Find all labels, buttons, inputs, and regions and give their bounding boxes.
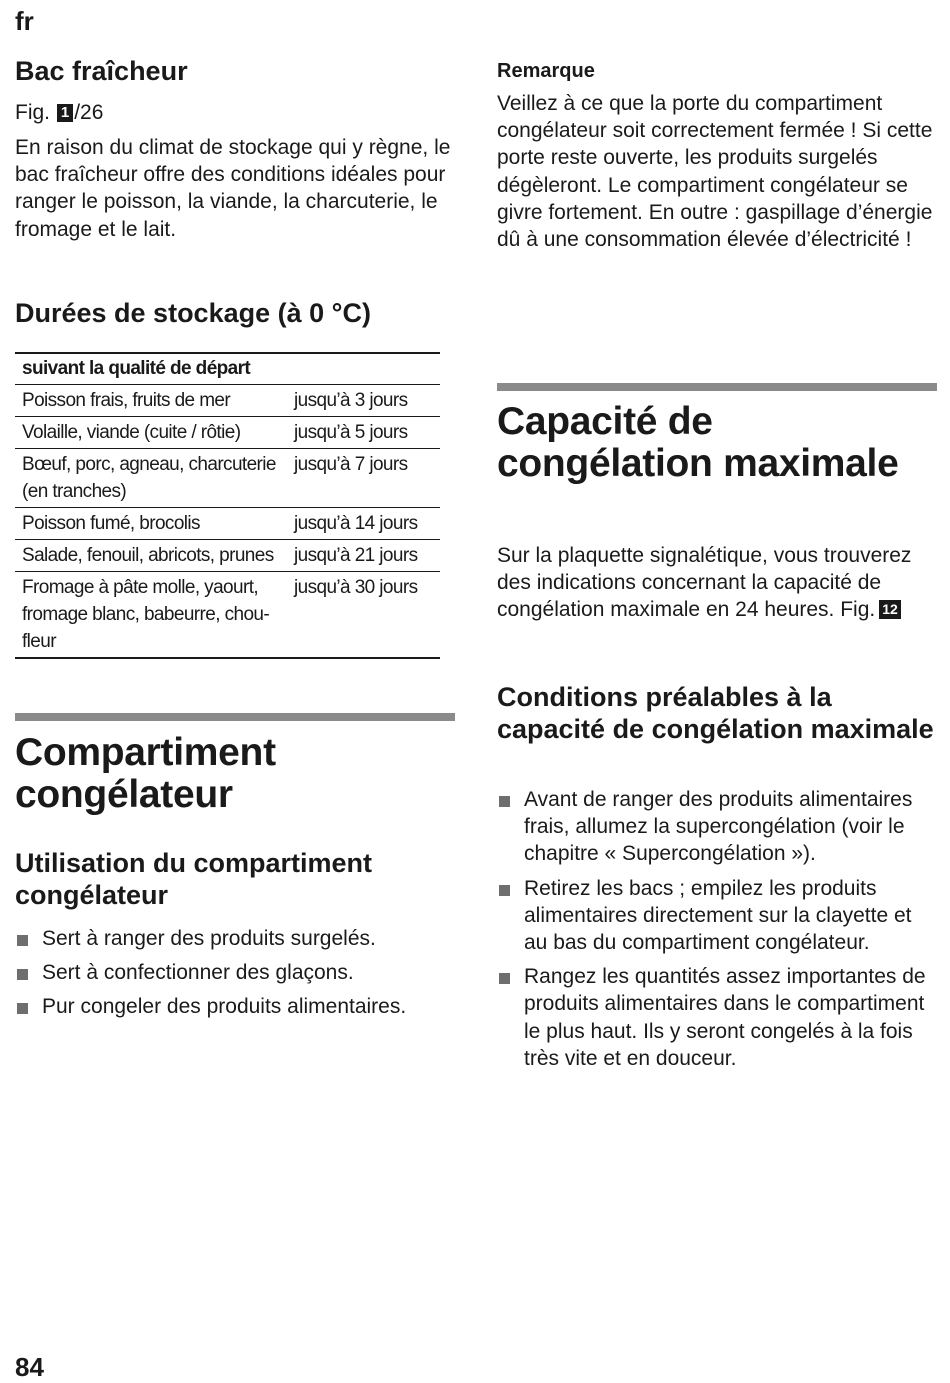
square-bullet-icon <box>499 885 510 896</box>
subsection-title-utilisation: Utilisation du compartiment congélateur <box>15 848 373 910</box>
list-item-text: Rangez les quantités assez importantes de produits alimentaires dans le compartiment le plus haut. Ils y seront congelés à la fois très vite et en douceur. <box>524 965 926 1070</box>
list-item-text: Avant de ranger des produits alimentaires frais, allumez la supercongélation (voir le chapitre « Supercongélation »). <box>524 788 913 866</box>
storage-table <box>15 352 440 659</box>
language-label: fr <box>15 6 34 36</box>
list-item <box>497 963 937 1072</box>
table-row <box>15 449 440 508</box>
bac-paragraph: En raison du climat de stockage qui y règne, le bac fraîcheur offre des conditions idéales pour ranger le poisson, la viande, la charcuterie, le fromage et le lait. <box>15 136 451 241</box>
table-header-row <box>15 353 440 385</box>
square-bullet-icon <box>499 796 510 807</box>
section-divider <box>497 383 937 391</box>
note-title: Remarque <box>497 60 595 82</box>
food-cell: Salade, fenouil, abricots, prunes <box>15 540 287 572</box>
duration-cell: jusqu’à 21 jours <box>287 540 440 572</box>
food-cell: Poisson frais, fruits de mer <box>15 385 287 417</box>
food-cell: Volaille, viande (cuite / rôtie) <box>15 417 287 449</box>
square-bullet-icon <box>17 969 28 980</box>
duration-cell: jusqu’à 5 jours <box>287 417 440 449</box>
duration-cell: jusqu’à 14 jours <box>287 508 440 540</box>
list-item-text: Retirez les bacs ; empilez les produits alimentaires directement sur la clayette et au bas du compartiment congélateur. <box>524 876 912 955</box>
food-cell: Poisson fumé, brocolis <box>15 508 287 540</box>
food-cell: Fromage à pâte molle, yaourt, fromage blanc, babeurre, chou-fleur <box>15 572 287 659</box>
section-title-bac-fraicheur: Bac fraîcheur <box>15 56 188 86</box>
chapter-title-capacite: Capacité de congélation maximale <box>497 400 899 485</box>
fig-suffix: /26 <box>74 101 104 124</box>
chapter-title-compartiment: Compartiment congélateur <box>15 731 276 816</box>
table-header: suivant la qualité de départ <box>15 353 440 385</box>
list-item <box>497 875 937 957</box>
duration-cell: jusqu’à 7 jours <box>287 449 440 508</box>
subsection-title-conditions: Conditions préalables à la capacité de congélation maximale <box>497 682 934 744</box>
table-row <box>15 417 440 449</box>
figure-reference <box>15 99 103 126</box>
note-paragraph: Veillez à ce que la porte du compartiment congélateur soit correctement fermée ! Si cette porte reste ouverte, les produits surgelés dégèleront. Le compartiment congélateur se givre fortement. En outre : gaspillage d’énergie dû à une consommation élevée d’électricité ! <box>497 92 933 252</box>
square-bullet-icon <box>499 973 510 984</box>
page-number: 84 <box>15 1352 44 1382</box>
table-row <box>15 385 440 417</box>
table-row <box>15 572 440 659</box>
duration-cell: jusqu’à 3 jours <box>287 385 440 417</box>
list-item-text: Sert à confectionner des glaçons. <box>42 961 354 985</box>
food-cell: Bœuf, porc, agneau, charcuterie (en tranches) <box>15 449 287 508</box>
table-row <box>15 540 440 572</box>
list-item <box>15 993 455 1020</box>
capacite-paragraph <box>497 542 937 624</box>
conditions-list <box>497 786 937 1079</box>
figure-number-badge: 1 <box>57 104 73 122</box>
square-bullet-icon <box>17 1003 28 1014</box>
list-item-text: Pur congeler des produits alimentaires. <box>42 995 407 1019</box>
figure-number-badge: 12 <box>879 600 901 619</box>
section-divider <box>15 713 455 721</box>
list-item <box>497 786 937 868</box>
list-item-text: Sert à ranger des produits surgelés. <box>42 927 376 950</box>
section-title-durees: Durées de stockage (à 0 °C) <box>15 298 371 328</box>
square-bullet-icon <box>17 935 28 946</box>
utilisation-list <box>15 925 455 1028</box>
list-item <box>15 925 455 952</box>
capacite-text: Sur la plaquette signalétique, vous trouverez des indications concernant la capacité de congélation maximale en 24 heures. Fig. <box>497 544 912 622</box>
list-item <box>15 959 455 986</box>
table-row <box>15 508 440 540</box>
duration-cell: jusqu’à 30 jours <box>287 572 440 659</box>
fig-prefix: Fig. <box>15 101 51 124</box>
